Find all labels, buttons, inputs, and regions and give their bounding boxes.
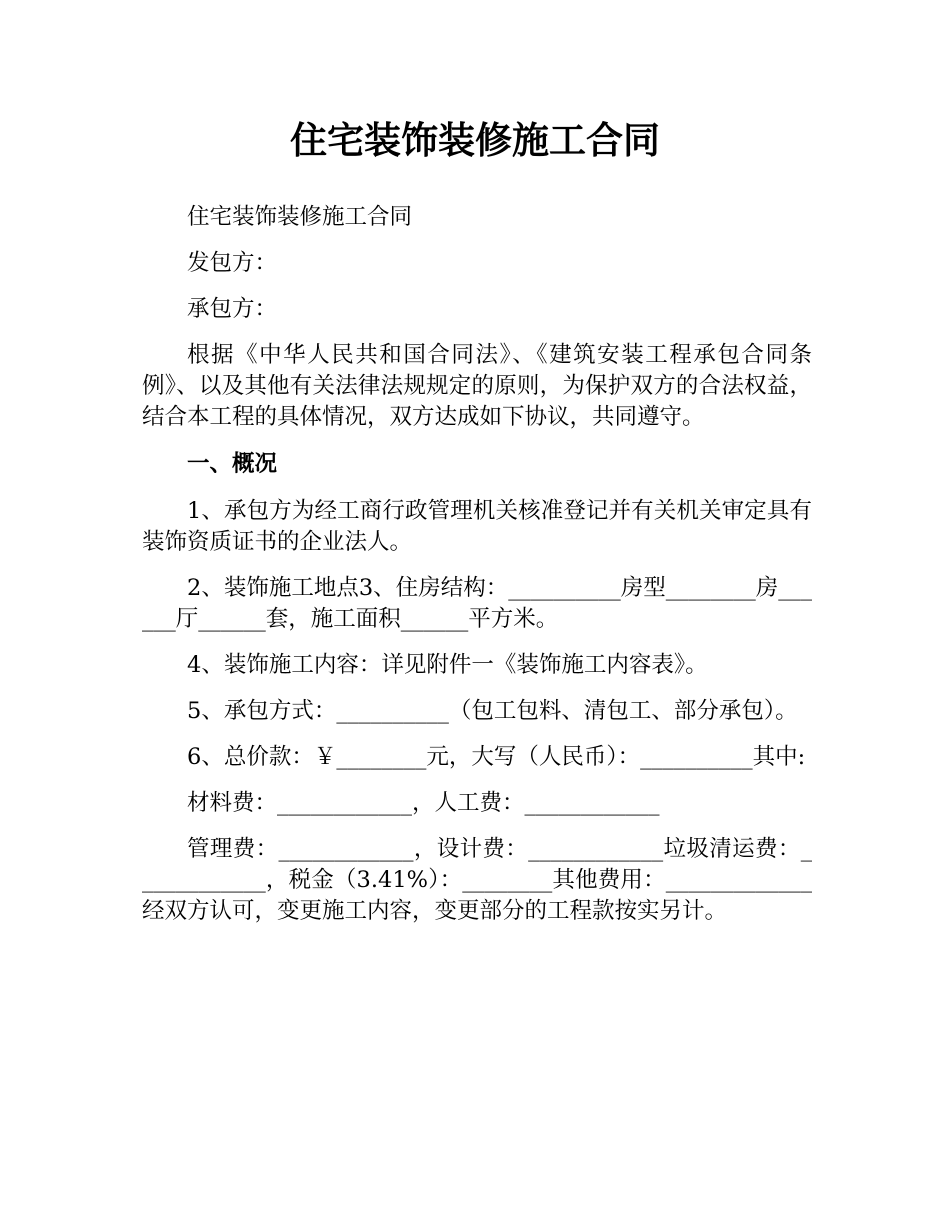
subtitle-paragraph: 住宅装饰装修施工合同	[187, 204, 413, 230]
clause-2-3: 2、装饰施工地点3、住房结构：__________房型________房______厅______套，施工面积______平方米。	[142, 575, 812, 632]
contractor-line: 承包方：	[187, 296, 278, 322]
document-body	[142, 202, 812, 942]
management-fees-paragraph: 管理费：____________，设计费：____________垃圾清运费：____________，税金（3.41%）：________其他费用：_____________经双方认可，变更施工内容，变更部分的工程款按实另计。	[142, 836, 812, 924]
clause-1: 1、承包方为经工商行政管理机关核准登记并有关机关审定具有装饰资质证书的企业法人。	[142, 498, 812, 555]
clause-5: 5、承包方式：__________（包工包料、清包工、部分承包）。	[187, 698, 798, 724]
document-title: 住宅装饰装修施工合同	[290, 119, 660, 162]
material-labor-fees: 材料费：____________，人工费：____________	[187, 790, 660, 816]
clause-6: 6、总价款：￥________元，大写（人民币）：__________其中:	[187, 744, 806, 770]
employer-line: 发包方：	[187, 250, 278, 276]
preamble-paragraph: 根据《中华人民共和国合同法》、《建筑安装工程承包合同条例》、以及其他有关法律法规规定的原则，为保护双方的合法权益，结合本工程的具体情况，双方达成如下协议，共同遵守。	[142, 342, 812, 430]
section-heading-overview: 一、概况	[187, 451, 278, 477]
clause-4: 4、装饰施工内容：详见附件一《装饰施工内容表》。	[187, 652, 708, 678]
